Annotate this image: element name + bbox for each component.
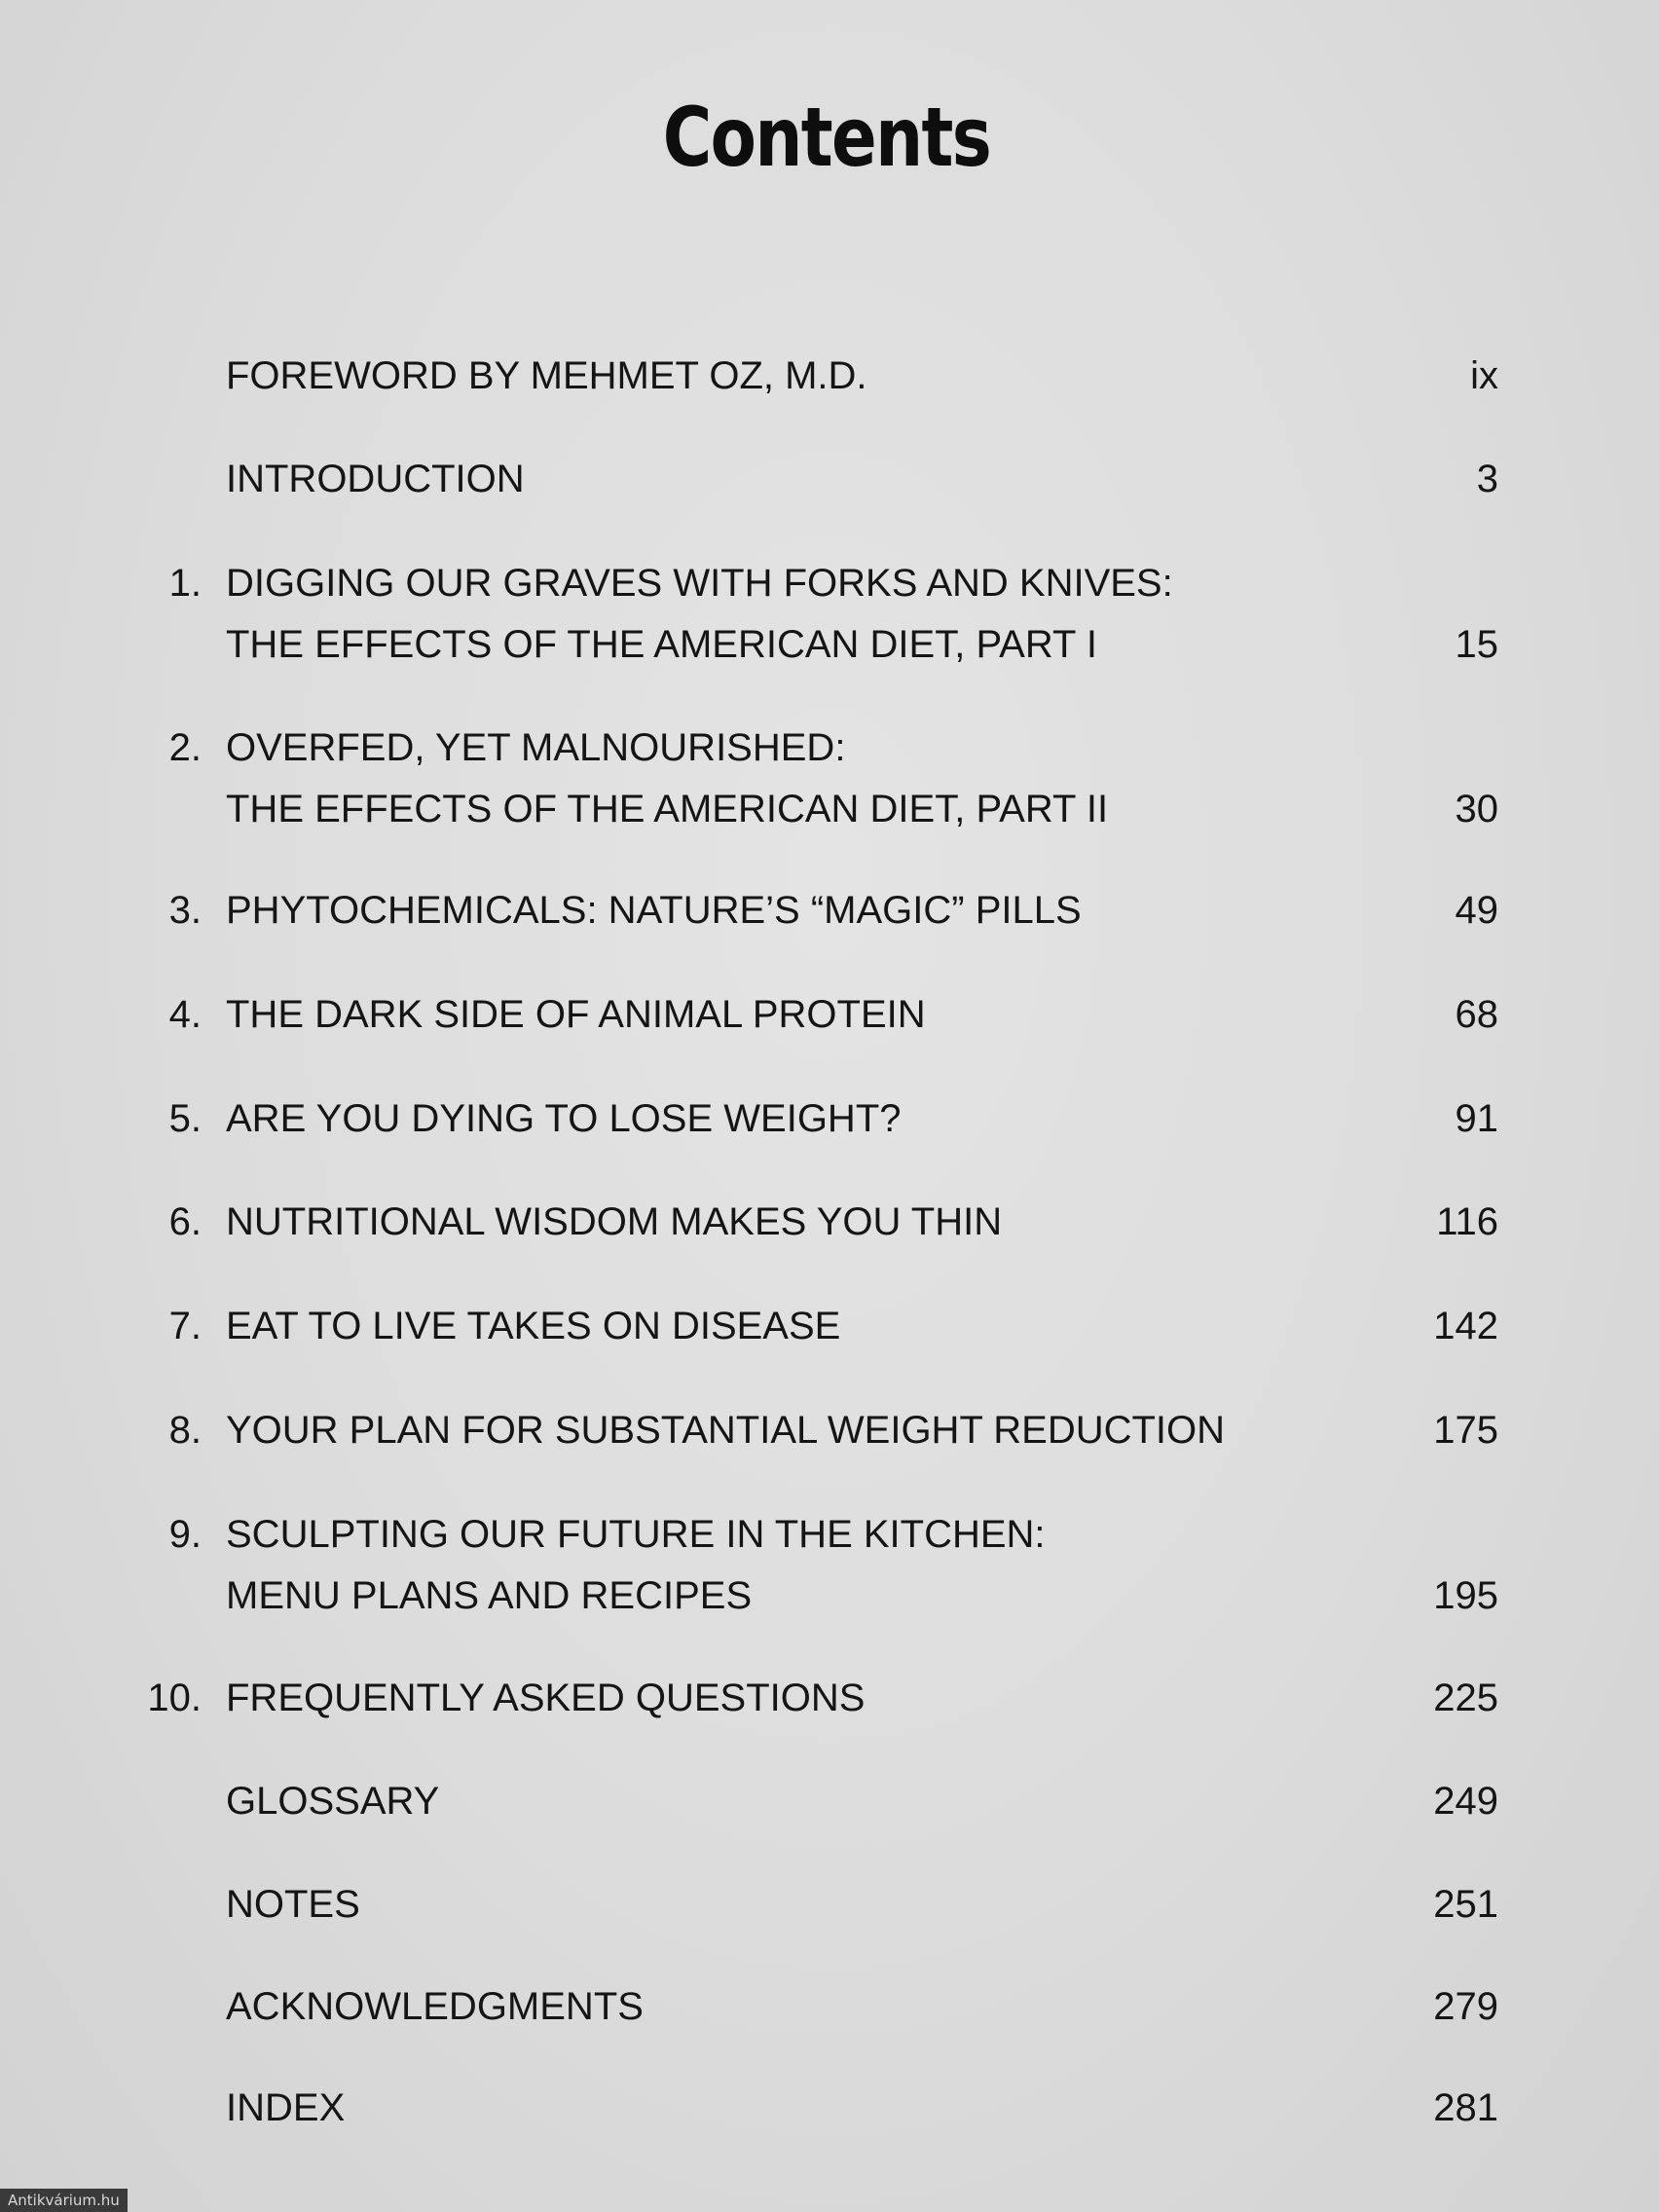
toc-entry-page: 3	[1476, 458, 1498, 500]
toc-entry-page: 49	[1455, 889, 1498, 932]
toc-entry-page: 251	[1433, 1883, 1498, 1926]
toc-entry-title: ARE YOU DYING TO LOSE WEIGHT?	[226, 1097, 902, 1140]
toc-entry-page: 249	[1433, 1780, 1498, 1823]
toc-entry-page: 195	[1433, 1574, 1498, 1617]
toc-entry-number: 5.	[168, 1097, 202, 1140]
toc-entry-number: 1.	[168, 562, 202, 605]
toc-entry-title: SCULPTING OUR FUTURE IN THE KITCHEN:	[226, 1513, 1046, 1556]
toc-entry-subtitle: MENU PLANS AND RECIPES	[226, 1574, 753, 1617]
toc-entry-page: 279	[1433, 1985, 1498, 2028]
toc-entry-title: PHYTOCHEMICALS: NATURE’S “MAGIC” PILLS	[226, 889, 1082, 932]
toc-entry-page: 91	[1455, 1097, 1498, 1140]
toc-entry-title: OVERFED, YET MALNOURISHED:	[226, 726, 846, 769]
toc-entry-title: INTRODUCTION	[226, 458, 525, 500]
toc-entry-number: 6.	[168, 1200, 202, 1243]
toc-entry-subtitle: THE EFFECTS OF THE AMERICAN DIET, PART II	[226, 788, 1109, 830]
toc-entry-page: 225	[1433, 1677, 1498, 1719]
toc-entry-subtitle: THE EFFECTS OF THE AMERICAN DIET, PART I	[226, 623, 1097, 666]
toc-entry-number: 4.	[168, 993, 202, 1036]
toc-entry-page: 116	[1436, 1200, 1498, 1243]
toc-entry-title: ACKNOWLEDGMENTS	[226, 1985, 644, 2028]
toc-entry-page: 281	[1433, 2086, 1498, 2129]
toc-entry-page: 142	[1433, 1305, 1498, 1347]
toc-entry-title: YOUR PLAN FOR SUBSTANTIAL WEIGHT REDUCTION	[226, 1409, 1226, 1452]
toc-entry-page: ix	[1470, 354, 1498, 397]
toc-entry-page: 175	[1433, 1409, 1498, 1452]
page-title: Contents	[662, 90, 991, 185]
toc-entry-number: 7.	[168, 1305, 202, 1347]
toc-entry-number: 3.	[168, 889, 202, 932]
toc-entry-number: 2.	[168, 726, 202, 769]
toc-entry-title: FREQUENTLY ASKED QUESTIONS	[226, 1677, 866, 1719]
toc-entry-page: 30	[1455, 788, 1498, 830]
toc-entry-title: EAT TO LIVE TAKES ON DISEASE	[226, 1305, 841, 1347]
toc-entry-number: 9.	[168, 1513, 202, 1556]
toc-entry-number: 10.	[147, 1677, 202, 1719]
toc-entry-title: THE DARK SIDE OF ANIMAL PROTEIN	[226, 993, 926, 1036]
toc-entry-title: GLOSSARY	[226, 1780, 440, 1823]
toc-entry-number: 8.	[168, 1409, 202, 1452]
toc-entry-title: NUTRITIONAL WISDOM MAKES YOU THIN	[226, 1200, 1003, 1243]
toc-entry-title: DIGGING OUR GRAVES WITH FORKS AND KNIVES:	[226, 562, 1173, 605]
watermark: Antikvárium.hu	[0, 2189, 128, 2212]
toc-entry-title: INDEX	[226, 2086, 346, 2129]
toc-entry-title: NOTES	[226, 1883, 360, 1926]
toc-entry-title: FOREWORD BY MEHMET OZ, M.D.	[226, 354, 867, 397]
toc-entry-page: 15	[1455, 623, 1498, 666]
toc-entry-page: 68	[1455, 993, 1498, 1036]
